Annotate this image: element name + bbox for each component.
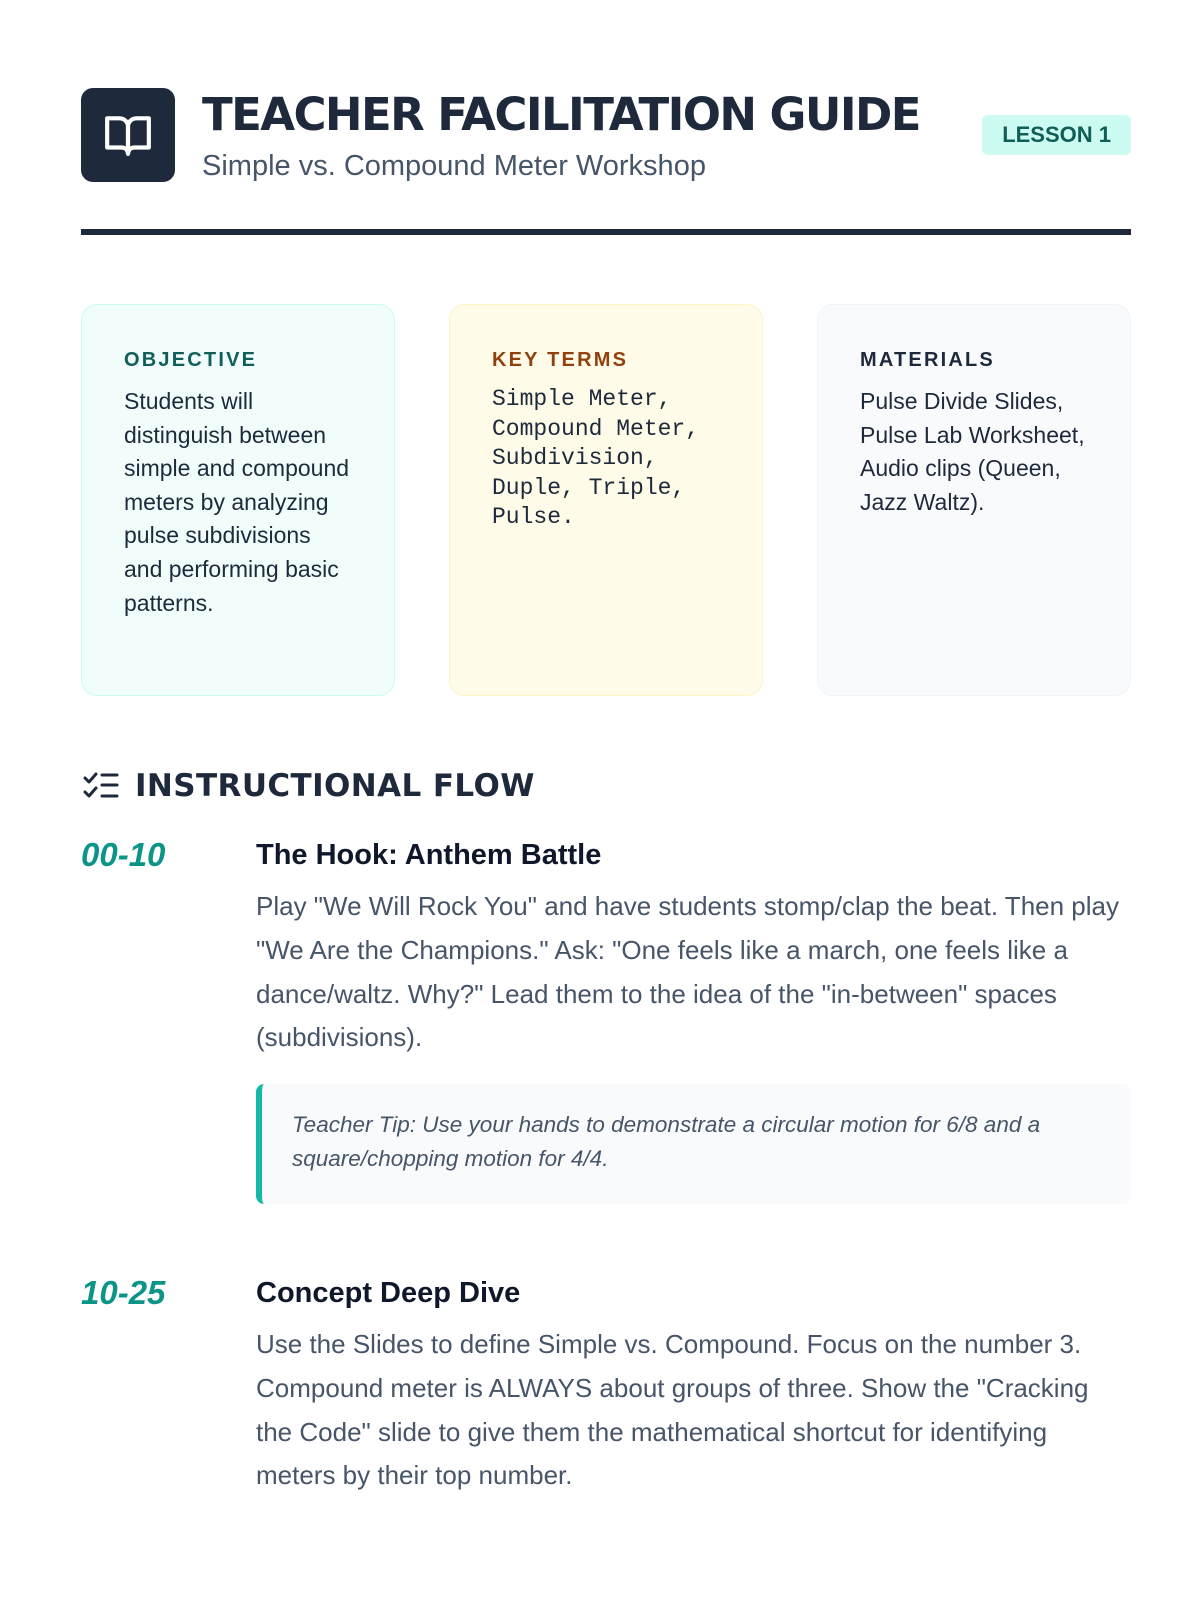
instructional-flow-heading	[81, 764, 1131, 808]
flow-description: Play "We Will Rock You" and have students stomp/clap the beat. Then play "We Are the Champions." Ask: "One feels like a march, one feels like a dance/waltz. Why?" Lead them to the idea of the "in-between" spaces (subdivisions).	[256, 891, 1119, 1053]
key-terms-card	[449, 304, 763, 696]
key-terms-label: KEY TERMS	[492, 349, 629, 371]
flow-description: Use the Slides to define Simple vs. Compound. Focus on the number 3. Compound meter is ALWAYS about groups of three. Show the "Cracking the Code" slide to give them the mathematical shortcut for identifying meters by their top number.	[256, 1329, 1089, 1491]
teacher-tip: Teacher Tip: Use your hands to demonstrate a circular motion for 6/8 and a square/chopping motion for 4/4.	[256, 1084, 1131, 1204]
lesson-badge: LESSON 1	[982, 115, 1131, 155]
materials-label: MATERIALS	[860, 349, 995, 371]
checklist-icon	[83, 770, 119, 802]
materials-card	[817, 304, 1131, 696]
flow-time: 00-10	[81, 836, 166, 873]
header-divider	[81, 229, 1131, 235]
page-subtitle: Simple vs. Compound Meter Workshop	[202, 150, 706, 182]
flow-title: Concept Deep Dive	[256, 1277, 521, 1309]
logo	[81, 88, 175, 182]
page-title: TEACHER FACILITATION GUIDE	[202, 88, 920, 141]
flow-time: 10-25	[81, 1274, 166, 1311]
key-terms-text: Simple Meter, Compound Meter, Subdivision, Duple, Triple, Pulse.	[492, 386, 700, 530]
flow-title: The Hook: Anthem Battle	[256, 839, 602, 871]
page-header	[81, 88, 1131, 183]
objective-card	[81, 304, 395, 696]
section-title: INSTRUCTIONAL FLOW	[135, 768, 535, 804]
materials-text: Pulse Divide Slides, Pulse Lab Worksheet, Audio clips (Queen, Jazz Waltz).	[860, 388, 1085, 515]
open-book-icon	[103, 110, 153, 160]
objective-label: OBJECTIVE	[124, 349, 258, 371]
objective-text: Students will distinguish between simple and compound meters by analyzing pulse subdivisions and performing basic patterns.	[124, 388, 350, 616]
